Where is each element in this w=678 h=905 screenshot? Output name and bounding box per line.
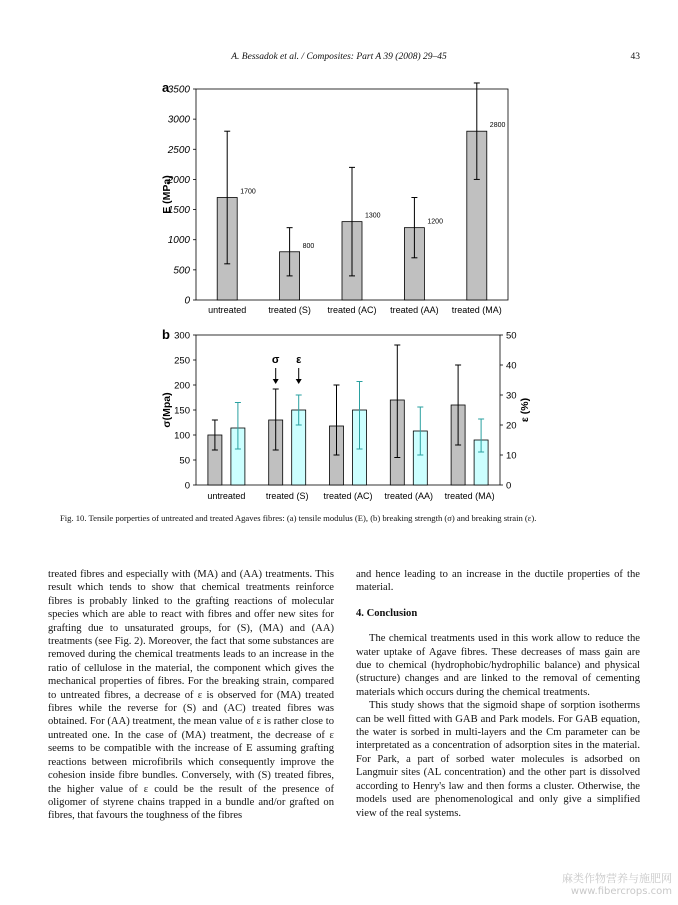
data-label: 1700 — [240, 188, 256, 196]
y2-tick-label: 20 — [506, 420, 517, 432]
panel-b-strength-strain-chart — [161, 327, 531, 501]
panel-label: b — [162, 327, 170, 342]
left-column — [48, 568, 334, 823]
panel-a-tensile-modulus-chart — [161, 80, 508, 315]
x-tick-label: treated (MA) — [451, 305, 502, 315]
y-tick-label: 0 — [184, 295, 190, 307]
y-tick-label: 100 — [174, 430, 190, 442]
epsilon-series-marker: ε — [296, 354, 302, 366]
section-heading: 4. Conclusion — [356, 607, 418, 619]
page-number: 43 — [630, 52, 640, 62]
y-tick-label: 250 — [174, 355, 190, 367]
y-tick-label: 3000 — [167, 114, 190, 126]
journal-citation: A. Bessadok et al. / Composites: Part A 39 (2008) 29–45 — [231, 52, 447, 62]
sigma-series-marker: σ — [271, 354, 280, 366]
epsilon-arrow-head — [296, 379, 302, 384]
y-axis-label: σ(Mpa) — [161, 392, 173, 428]
y2-tick-label: 30 — [506, 390, 517, 402]
body-paragraph: The chemical treatments used in this work allow to reduce the water uptake of Agave fibres. These decreases of mass gain are due to chemical (hydrophobic/hydrophilic balance) and physical (structure) changes and are linked to the removal of cementing materials which occurs during the chemical treatments. — [356, 633, 640, 698]
x-tick-label: treated (MA) — [444, 491, 495, 501]
x-tick-label: treated (AC) — [327, 305, 377, 315]
y-tick-label: 1000 — [167, 235, 190, 247]
figure-caption: Fig. 10. Tensile porperties of untreated and treated Agaves fibres: (a) tensile modulus (E), (b) breaking strength (σ) and breaking strain (ε). — [60, 513, 537, 523]
x-tick-label: untreated — [207, 491, 246, 501]
y-tick-label: 300 — [174, 330, 190, 342]
x-tick-label: treated (S) — [265, 491, 309, 501]
watermark-title: 麻类作物营养与施肥网 — [562, 872, 672, 885]
body-paragraph: This study shows that the sigmoid shape of sorption isotherms can be well fitted with GAB and Park models. For GAB equation, the water is sorbed in multi-layers and the Cm parameter can be interpretated as a concentration of adsorption sites in the material. For Park, a part of sorbed water molecules is adsorbed on Langmuir sites (AL concentration) and the other part is dissolved according to Henry's law and then forms a cluster. Otherwise, the models used are phenomenological and only give a simplified view of the real systems. — [356, 700, 640, 819]
y2-tick-label: 10 — [506, 450, 517, 462]
x-tick-label: treated (AC) — [323, 491, 373, 501]
site-watermark — [562, 870, 672, 897]
y2-tick-label: 50 — [506, 330, 517, 342]
y-tick-label: 2500 — [167, 144, 190, 156]
figure-10 — [0, 70, 678, 510]
x-tick-label: untreated — [208, 305, 247, 315]
data-label: 2800 — [489, 122, 506, 130]
y2-tick-label: 0 — [506, 480, 512, 492]
data-label: 1200 — [427, 218, 443, 226]
right-column — [356, 568, 640, 820]
y-tick-label: 500 — [173, 265, 190, 277]
sigma-arrow-head — [273, 379, 279, 384]
panel-label: a — [162, 80, 170, 95]
x-tick-label: treated (AA) — [384, 491, 434, 501]
y2-axis-label: ε (%) — [519, 397, 531, 423]
y-tick-label: 2000 — [167, 174, 190, 186]
x-tick-label: treated (S) — [268, 305, 311, 315]
running-header — [0, 52, 678, 66]
y-tick-label: 0 — [184, 480, 190, 492]
y-axis-label: E (MPa) — [161, 175, 173, 214]
body-paragraph: treated fibres and especially with (MA) and (AA) treatments. This result which tends to show that chemical treatments reinforce fibres is probably linked to the grafting reactions of molecular species which are able to react with fibres and offer new sites for grafting due to unsaturated groups, for (S), (MA) and (AA) treatments (see Fig. 2). Moreover, the fact that some substances are removed during the chemical treatments leads to an increase in the ratio of cellulose in the material, the component which gives the mechanical properties of fibres. For the breaking strain, compared to untreated fibres, a decrease of ε is observed for (MA) treated fibres while the reverse for (S) and (AC) treated fibres was obtained. For (AA) treatment, the mean value of ε is rather close to untreated one. In the case of (MA) treatment, the decrease of ε seems to be compatible with the increase of E assuming grafting reactions between microfibrils which consequently improve the cohesion inside fibre bundles. Conversely, with (S) treated fibres, the higher value of ε could be the result of the presence of oligomer of styrene chains trapped in a bundle and/or grafted on fibres, that favours the toughness of the fibres — [48, 569, 334, 822]
y-tick-label: 1500 — [167, 205, 190, 217]
y-tick-label: 200 — [174, 380, 190, 392]
y-tick-label: 50 — [179, 455, 190, 467]
y-tick-label: 3500 — [167, 84, 190, 96]
body-paragraph: and hence leading to an increase in the ductile properties of the material. — [356, 569, 640, 594]
x-tick-label: treated (AA) — [390, 305, 439, 315]
y2-tick-label: 40 — [506, 360, 517, 372]
data-label: 1300 — [365, 212, 381, 220]
y-tick-label: 150 — [174, 405, 190, 417]
data-label: 800 — [302, 242, 315, 250]
watermark-url: www.fibercrops.com — [570, 886, 672, 897]
